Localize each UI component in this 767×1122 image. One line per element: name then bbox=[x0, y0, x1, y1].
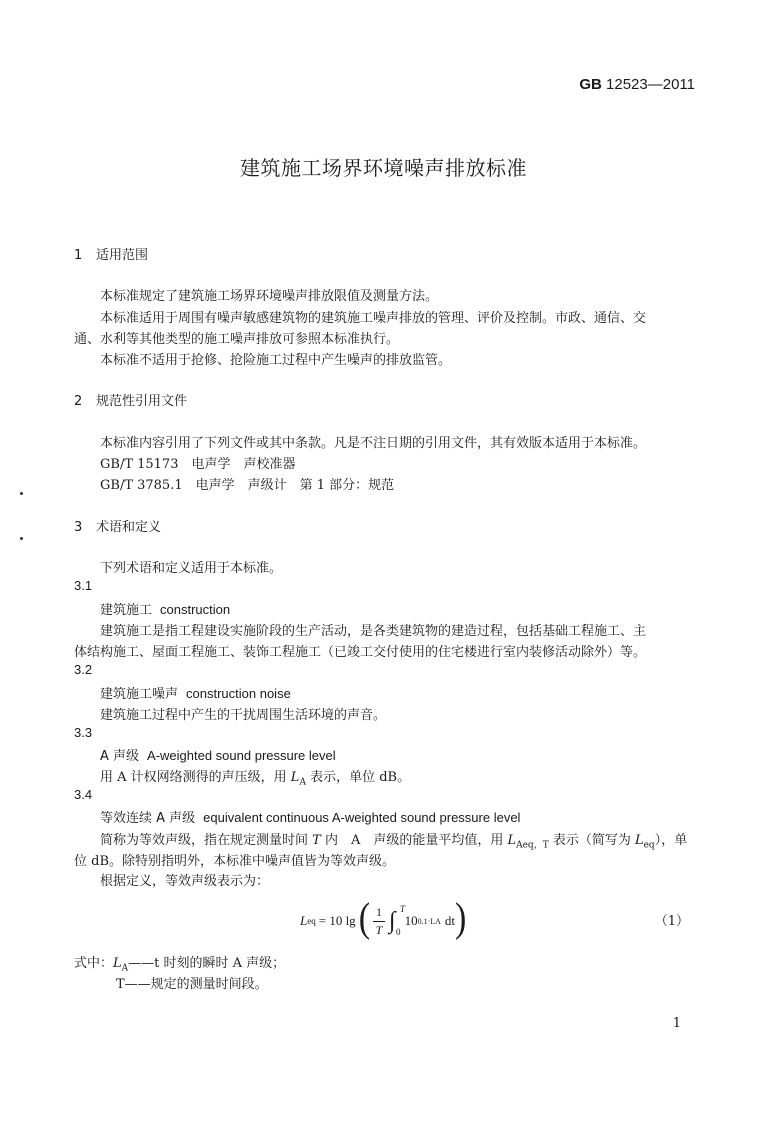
definition-text: 用 A 计权网络测得的声压级，用 bbox=[100, 770, 291, 785]
standard-code bbox=[579, 76, 695, 93]
section-number: 2 bbox=[74, 394, 83, 409]
term-3-3-definition bbox=[100, 766, 410, 788]
symbol-subscript: Aeq，T bbox=[516, 840, 549, 851]
term-3-1-title bbox=[100, 599, 230, 618]
term-zh: 等效连续 A 声级 bbox=[100, 811, 196, 826]
term-3-4-definition-3: 根据定义，等效声级表示为： bbox=[100, 874, 270, 889]
section-number: 3 bbox=[74, 520, 83, 535]
standard-prefix: GB bbox=[579, 76, 602, 93]
fraction-numerator: 1 bbox=[376, 904, 383, 919]
document-title: 建筑施工场界环境噪声排放标准 bbox=[240, 156, 527, 180]
equation-1 bbox=[300, 898, 466, 944]
term-3-1-definition-1: 建筑施工是指工程建设实施阶段的生产活动，是各类建筑物的建造过程，包括基础工程施工、主 bbox=[100, 624, 647, 639]
term-3-4-title bbox=[100, 807, 520, 826]
definition-text: 表示，单位 dB。 bbox=[305, 770, 411, 785]
term-3-4-definition-1 bbox=[100, 829, 687, 851]
definition-text: 内 A 声级的能量平均值，用 bbox=[320, 833, 508, 848]
term-zh: 建筑施工噪声 bbox=[100, 687, 179, 702]
definition-text: ），单 bbox=[654, 833, 688, 848]
symbol-L: L bbox=[290, 770, 300, 785]
formula-equals-log: = 10 lg bbox=[318, 913, 356, 928]
s1-paragraph-1: 本标准规定了建筑施工场界环境噪声排放限值及测量方法。 bbox=[100, 289, 439, 304]
symbol-subscript: eq bbox=[643, 840, 655, 851]
section-title: 术语和定义 bbox=[96, 520, 162, 535]
standard-number: 12523—2011 bbox=[606, 76, 695, 93]
where-line-2: T——规定的测量时间段。 bbox=[116, 977, 268, 992]
formula-exponent: 0.1·LA bbox=[417, 916, 441, 926]
formula-base: 10 bbox=[404, 913, 418, 928]
s1-paragraph-2b: 通、水利等其他类型的施工噪声排放可参照本标准执行。 bbox=[74, 332, 400, 347]
term-3-2-title bbox=[100, 683, 291, 702]
fraction-bar bbox=[373, 921, 385, 922]
term-en: A-weighted sound pressure level bbox=[147, 748, 336, 763]
section-title: 适用范围 bbox=[96, 248, 149, 263]
term-3-1-definition-2: 体结构施工、屋面工程施工、装饰工程施工（已竣工交付使用的住宅楼进行室内装修活动除外）等。 bbox=[74, 645, 647, 660]
formula-fraction bbox=[373, 905, 385, 938]
term-3-3-title bbox=[100, 745, 336, 764]
s2-paragraph-1: 本标准内容引用了下列文件或其中条款。凡是不注日期的引用文件，其有效版本适用于本标准。 bbox=[100, 436, 647, 451]
formula-lhs-subscript: eq bbox=[307, 916, 316, 926]
equation-number: （1） bbox=[654, 914, 689, 929]
term-zh: A 声级 bbox=[100, 749, 140, 764]
s1-paragraph-2a: 本标准适用于周围有噪声敏感建筑物的建筑施工噪声排放的管理、评价及控制。市政、通信、交 bbox=[100, 311, 647, 326]
symbol-L: L bbox=[113, 956, 122, 971]
where-line-1 bbox=[74, 952, 285, 974]
section-number: 1 bbox=[74, 248, 83, 263]
term-3-4-definition-2: 位 dB。除特别指明外，本标准中噪声值皆为等效声级。 bbox=[74, 854, 396, 869]
term-en: construction noise bbox=[186, 686, 291, 701]
term-zh: 建筑施工 bbox=[100, 603, 153, 618]
term-3-4-number: 3.4 bbox=[74, 787, 93, 802]
reference-gbt-15173: GB/T 15173 电声学 声校准器 bbox=[100, 457, 296, 472]
page-number: 1 bbox=[672, 1016, 681, 1031]
fraction-denominator: T bbox=[375, 922, 383, 937]
term-3-3-number: 3.3 bbox=[74, 725, 93, 740]
s1-paragraph-3: 本标准不适用于抢修、抢险施工过程中产生噪声的排放监管。 bbox=[100, 353, 452, 368]
term-3-2-number: 3.2 bbox=[74, 662, 93, 677]
where-label: 式中： bbox=[74, 956, 114, 971]
symbol-L: L bbox=[507, 833, 517, 848]
section-1-heading bbox=[74, 244, 148, 263]
definition-text: 简称为等效声级，指在规定测量时间 bbox=[100, 833, 313, 848]
term-en: equivalent continuous A-weighted sound pressure level bbox=[203, 810, 521, 825]
s3-paragraph-1: 下列术语和定义适用于本标准。 bbox=[100, 561, 283, 576]
where-definition: ——t 时刻的瞬时 A 声级； bbox=[128, 956, 286, 971]
formula-lhs-symbol: L bbox=[300, 913, 308, 928]
symbol-L: L bbox=[634, 833, 644, 848]
term-en: construction bbox=[160, 602, 231, 617]
symbol-subscript: A bbox=[121, 963, 129, 974]
formula-dt: dt bbox=[444, 913, 456, 928]
scan-speck bbox=[20, 537, 23, 540]
term-3-2-definition: 建筑施工过程中产生的干扰周围生活环境的声音。 bbox=[100, 708, 387, 723]
symbol-T: T bbox=[312, 833, 321, 848]
left-paren-glyph: ( bbox=[358, 896, 371, 941]
section-3-heading bbox=[74, 516, 161, 535]
section-title: 规范性引用文件 bbox=[96, 394, 188, 409]
section-2-heading bbox=[74, 390, 187, 409]
integral-upper-limit: T bbox=[400, 903, 406, 914]
reference-gbt-3785: GB/T 3785.1 电声学 声级计 第 1 部分：规范 bbox=[100, 478, 395, 493]
definition-text: 表示（简写为 bbox=[548, 833, 635, 848]
term-3-1-number: 3.1 bbox=[74, 578, 93, 593]
symbol-subscript: A bbox=[299, 777, 306, 788]
scan-speck bbox=[20, 492, 23, 495]
integral-sign-icon: ∫ T 0 bbox=[389, 903, 406, 937]
right-paren-glyph: ) bbox=[455, 896, 467, 941]
integral-lower-limit: 0 bbox=[396, 926, 401, 937]
